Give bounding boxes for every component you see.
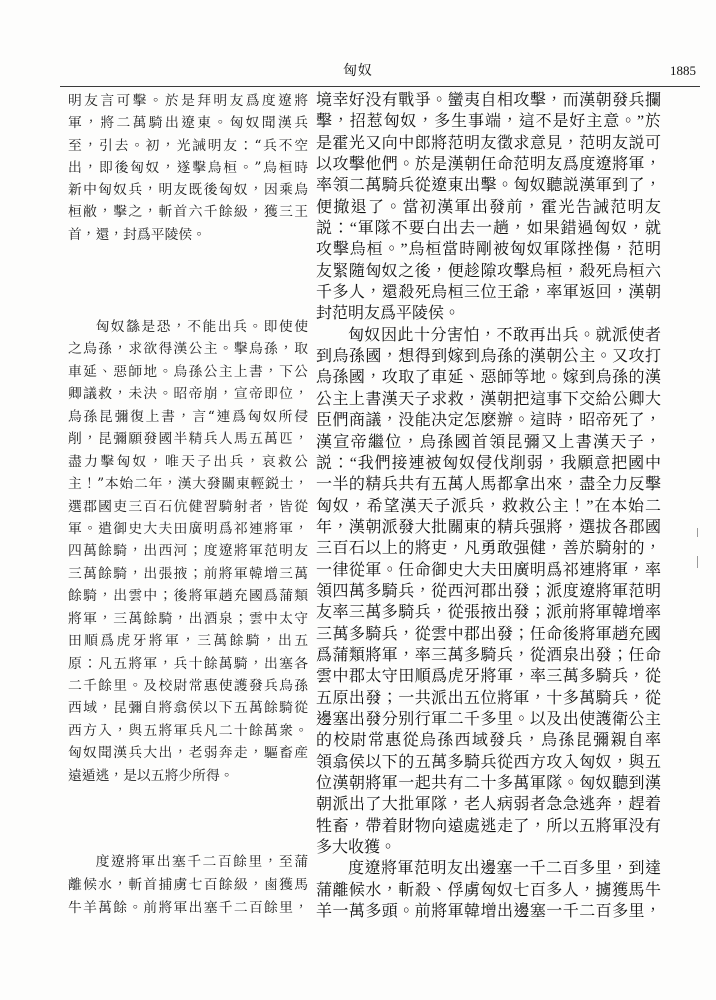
translation-line: 擊，招惹匈奴，多生事端，這不是好主意。”於: [316, 113, 661, 131]
translation-line: 牲畜，帶着財物向遠處逃走了，所以五將軍没有: [316, 817, 661, 835]
original-passage: [68, 316, 308, 787]
original-passage: [68, 90, 308, 246]
translation-line: 漢宣帝繼位，烏孫國首領昆彌又上書漢天子，: [316, 433, 661, 451]
original-text-line: 西域，昆彌自將翕侯以下五萬餘騎從: [68, 700, 308, 717]
translation-line: 友率三萬多騎兵，從張掖出發；派前將軍韓增率: [316, 604, 661, 622]
original-text-line: 軍。遣御史大夫田廣明爲祁連將軍，: [68, 520, 308, 537]
translation-line: 朝派出了大批軍隊，老人病弱者急急逃奔，趕着: [316, 796, 661, 814]
translation-line: 説：“我們接連被匈奴侵伐削弱，我願意把國中: [316, 454, 661, 472]
original-text-line: 將軍，三萬餘騎，出酒泉；雲中太守: [68, 610, 308, 627]
translation-line: 蒲離候水，斬殺、俘虜匈奴七百多人，擄獲馬牛: [316, 881, 661, 899]
translation-line: 年，漢朝派發大批關東的精兵强將，選拔各郡國: [316, 518, 661, 536]
translation-line: 攻擊烏桓。”烏桓當時剛被匈奴軍隊挫傷，范明: [316, 241, 661, 259]
translation-line: 説：“軍隊不要白出去一趟，如果錯過匈奴，就: [316, 220, 661, 238]
original-passage: [68, 851, 308, 920]
original-text-line: 首，還，封爲平陵侯。: [68, 226, 206, 243]
translation-paragraph: [316, 90, 661, 325]
translation-line: 三百石以上的將吏，凡勇敢强健，善於騎射的，: [316, 540, 661, 558]
original-text-line: 田順爲虎牙將軍，三萬餘騎，出五: [68, 633, 308, 650]
translation-line: 五原出發；一共派出五位將軍，十多萬騎兵，從: [316, 689, 661, 707]
translation-line: 度遼將軍范明友出邊塞一千二百多里，到達: [348, 860, 661, 878]
translation-line: 率領二萬騎兵從遼東出擊。匈奴聽説漢軍到了，: [316, 177, 661, 195]
original-text-line: 卿議救，未決。昭帝崩，宣帝即位，: [68, 386, 308, 403]
original-text-line: 軍，將二萬騎出遼東。匈奴聞漢兵: [68, 115, 308, 132]
translation-line: 位漢朝將軍一起共有二十多萬軍隊。匈奴聽到漢: [316, 775, 661, 792]
original-text-line: 新中匈奴兵，明友既後匈奴，因乘烏: [68, 182, 308, 199]
original-text-line: 車延、惡師地。烏孫公主上書，下公: [68, 363, 308, 380]
translation-line: 羊一萬多頭。前將軍韓增出邊塞一千二百多里，: [316, 903, 661, 921]
original-text-line: 西方入，與五將軍兵凡二十餘萬衆。: [68, 722, 308, 739]
translation-line: 公主上書漢天子求救，漢朝把這事下交給公卿大: [316, 390, 661, 408]
translation-line: 匈奴，希望漢天子派兵，救救公主！”在本始二: [316, 497, 661, 515]
translation-line: 三萬多騎兵，從雲中郡出發；任命後將軍趙充國: [316, 625, 661, 643]
original-text-line: 匈奴繇是恐，不能出兵。即使使: [95, 319, 308, 335]
original-text-line: 三萬餘騎，出張掖；前將軍韓增三萬: [68, 565, 308, 582]
translation-line: 是霍光又向中郎將范明友徵求意見，范明友説可: [316, 134, 661, 152]
original-text-line: 牛羊萬餘。前將軍出塞千二百餘里，: [68, 900, 308, 916]
translation-paragraph: [316, 858, 661, 922]
scan-artifact: [697, 556, 698, 568]
translation-line: 匈奴因此十分害怕，不敢再出兵。就派使者: [348, 326, 661, 344]
translation-line: 境幸好没有戰爭。蠻夷自相攻擊，而漢朝發兵攔: [316, 92, 661, 109]
original-text-line: 烏孫昆彌復上書，言“連爲匈奴所侵: [68, 408, 308, 425]
original-text-line: 二千餘里。及校尉常惠使護發兵烏孫: [68, 678, 308, 694]
translation-line: 到烏孫國，想得到嫁到烏孫的漢朝公主。又攻打: [316, 348, 661, 366]
original-text-line: 選郡國吏三百石伉健習騎射者，皆從: [68, 498, 308, 515]
translation-line: 臣們商議，没能决定怎麽辦。這時，昭帝死了，: [316, 412, 661, 430]
original-text-line: 離候水，斬首捕虜七百餘級，鹵獲馬: [68, 877, 308, 893]
original-text-line: 桓敝，擊之，斬首六千餘級，獲三王: [68, 204, 308, 221]
original-text-line: 度遼將軍出塞千二百餘里，至蒲: [95, 854, 308, 870]
translation-line: 領四萬多騎兵，從西河郡出發；派度遼將軍范明: [316, 582, 661, 600]
translation-line: 便撤退了。當初漢軍出發前，霍光告誡范明友: [316, 198, 661, 216]
translation-line: 雲中郡太守田順爲虎牙將軍，率三萬多騎兵，從: [316, 668, 661, 686]
translation-line: 以攻擊他們。於是漢朝任命范明友爲度遼將軍，: [316, 156, 661, 174]
original-text-line: 主！”本始二年，漢大發關東輕鋭士，: [68, 476, 308, 493]
original-text-line: 原：凡五將軍，兵十餘萬騎，出塞各: [68, 655, 308, 672]
page-number: 1885: [670, 63, 696, 78]
original-text-column: [68, 0, 308, 1000]
original-text-line: 之烏孫，求欲得漢公主。擊烏孫，取: [68, 341, 308, 358]
original-text-line: 四萬餘騎，出西河；度遼將軍范明友: [68, 543, 308, 560]
original-text-line: 匈奴聞漢兵大出，老弱奔走，驅畜産: [68, 745, 308, 762]
original-text-line: 餘騎，出雲中；後將軍趙充國爲蒲類: [68, 588, 308, 605]
running-head-title: 匈奴: [343, 63, 373, 79]
original-text-line: 盡力擊匈奴，唯天子出兵，哀救公: [68, 453, 308, 470]
translation-line: 封范明友爲平陵侯。: [316, 305, 461, 323]
original-text-line: 削，昆彌願發國半精兵人馬五萬匹，: [68, 431, 308, 448]
scan-artifact: [697, 528, 698, 537]
original-text-line: 明友言可擊。於是拜明友爲度遼將: [68, 93, 308, 109]
original-text-line: 出，即後匈奴，遂擊烏桓。”烏桓時: [68, 159, 308, 176]
original-text-line: 至，引去。初，光誡明友：“兵不空: [68, 137, 308, 154]
translation-line: 爲蒲類將軍，率三萬多騎兵，從酒泉出發；任命: [316, 646, 661, 664]
translation-line: 領翕侯以下的五萬多騎兵從西方攻入匈奴，與五: [316, 753, 661, 771]
original-text-line: 遠遁逃，是以五將少所得。: [68, 767, 234, 784]
translation-line: 一半的精兵共有五萬人馬都拿出來，盡全力反擊: [316, 476, 661, 494]
translation-line: 邊塞出發分别行軍二千多里。以及出使護衛公主: [316, 710, 661, 728]
translation-line: 的校尉常惠從烏孫西域發兵，烏孫昆彌親自率: [316, 732, 661, 750]
translation-line: 一律從軍。任命御史大夫田廣明爲祁連將軍，率: [316, 561, 661, 579]
translation-column: [316, 90, 661, 922]
translation-line: 多大收獲。: [316, 839, 397, 857]
translation-line: 烏孫國，攻取了車延、惡師等地。嫁到烏孫的漢: [316, 369, 661, 387]
translation-line: 千多人，還殺死烏桓三位王爺，率軍返回，漢朝: [316, 284, 661, 302]
translation-line: 友緊隨匈奴之後，便趁隙攻擊烏桓，殺死烏桓六: [316, 262, 661, 280]
translation-paragraph: [316, 325, 661, 859]
